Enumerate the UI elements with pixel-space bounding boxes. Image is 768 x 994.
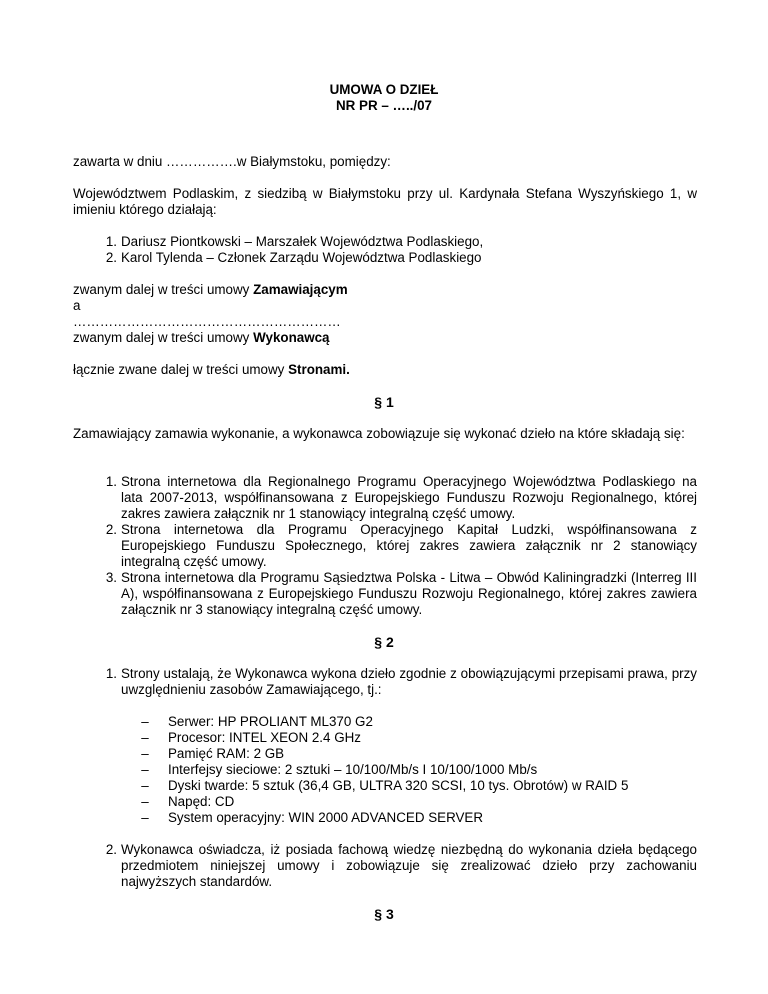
- document-page: UMOWA O DZIEŁ NR PR – …../07 zawarta w dniu …………….w Białymstoku, pomiędzy: Województwem Podlaskim, z siedzibą w Białymstoku przy ul. Kardynała Stefana Wyszyńskiego 1, w imieniu którego działają: 1. Dariusz Piontkowski – Marszałek Województwa Podlaskiego, 2. Karol Tylenda – Członek Zarządu Województwa Podlaskiego zwanym dalej w treści umowy Zamawiającym a …………………………………………………… zwanym dalej w treści umowy Wykonawcą łącznie zwane dalej w treści umowy Stronami. § 1 Zamawiający zamawia wykonanie, a wykonawca zobowiązuje się wykonać dzieło na które składają się: 1. Strona internetowa dla Regionalnego Programu Operacyjnego Województwa Podlaskiego na lata 2007-2013, współfinansowana z Europejskiego Funduszu Rozwoju Regionalnego, której zakres zawiera załącznik nr 1 stanowiący integralną część umowy. 2. Strona internetowa dla Programu Operacyjnego Kapitał Ludzki, współfinansowana z Europejskiego Funduszu Społecznego, której zakres zawiera załącznik nr 2 stanowiący integralną część umowy. 3. Strona internetowa dla Programu Sąsiedztwa Polska - Litwa – Obwód Kaliningradzki (Interreg III A), współfinansowana z Europejskiego Funduszu Rozwoju Regionalnego, której zakres zawiera załącznik nr 3 stanowiący integralną część umowy. § 2 1. Strony ustalają, że Wykonawca wykona dzieło zgodnie z obowiązującymi przepisami prawa, przy uwzględnieniu zasobów Zamawiającego, tj.: – Serwer: HP PROLIANT ML370 G2 – Procesor: INTEL XEON 2.4 GHz – Pamięć RAM: 2 GB – Interfejsy sieciowe: 2 sztuki – 10/100/Mb/s I 10/100/1000 Mb/s – Dyski twarde: 5 sztuk (36,4 GB, ULTRA 320 SCSI, 10 tys. Obrotów) w RAID 5 – Napęd: CD – System operacyjny: WIN 2000 ADVANCED SERVER 2. Wykonawca oświadcza, iż posiada fachową wiedzę niezbędną do wykonania dzieła będącego przedmiotem niniejszej umowy i zobowiązuje się zrealizować dzieło przy zachowaniu najwyższych standardów. § 3: [0, 0, 768, 994]
- document-number: NR PR – …../07: [336, 98, 432, 113]
- section-2-heading: § 2: [374, 634, 394, 650]
- contractor-line: zwanym dalej w treści umowy Wykonawcą: [73, 330, 330, 345]
- ordering-party-line: zwanym dalej w treści umowy Zamawiającym: [73, 282, 348, 297]
- and-line: a: [73, 298, 81, 313]
- document-title: UMOWA O DZIEŁ: [329, 82, 439, 97]
- party-description: Województwem Podlaskim, z siedzibą w Białymstoku przy ul. Kardynała Stefana Wyszyńskiego 1, w imieniu którego działają:: [73, 186, 697, 217]
- section-1-lead: Zamawiający zamawia wykonanie, a wykonawca zobowiązuje się wykonać dzieło na które składają się:: [73, 426, 685, 441]
- parties-line: łącznie zwane dalej w treści umowy Stronami.: [73, 362, 350, 377]
- section-3-heading: § 3: [374, 906, 394, 922]
- section-1-heading: § 1: [374, 394, 394, 410]
- date-line: zawarta w dniu …………….w Białymstoku, pomiędzy:: [73, 154, 391, 169]
- contractor-placeholder: ……………………………………………………: [73, 314, 341, 329]
